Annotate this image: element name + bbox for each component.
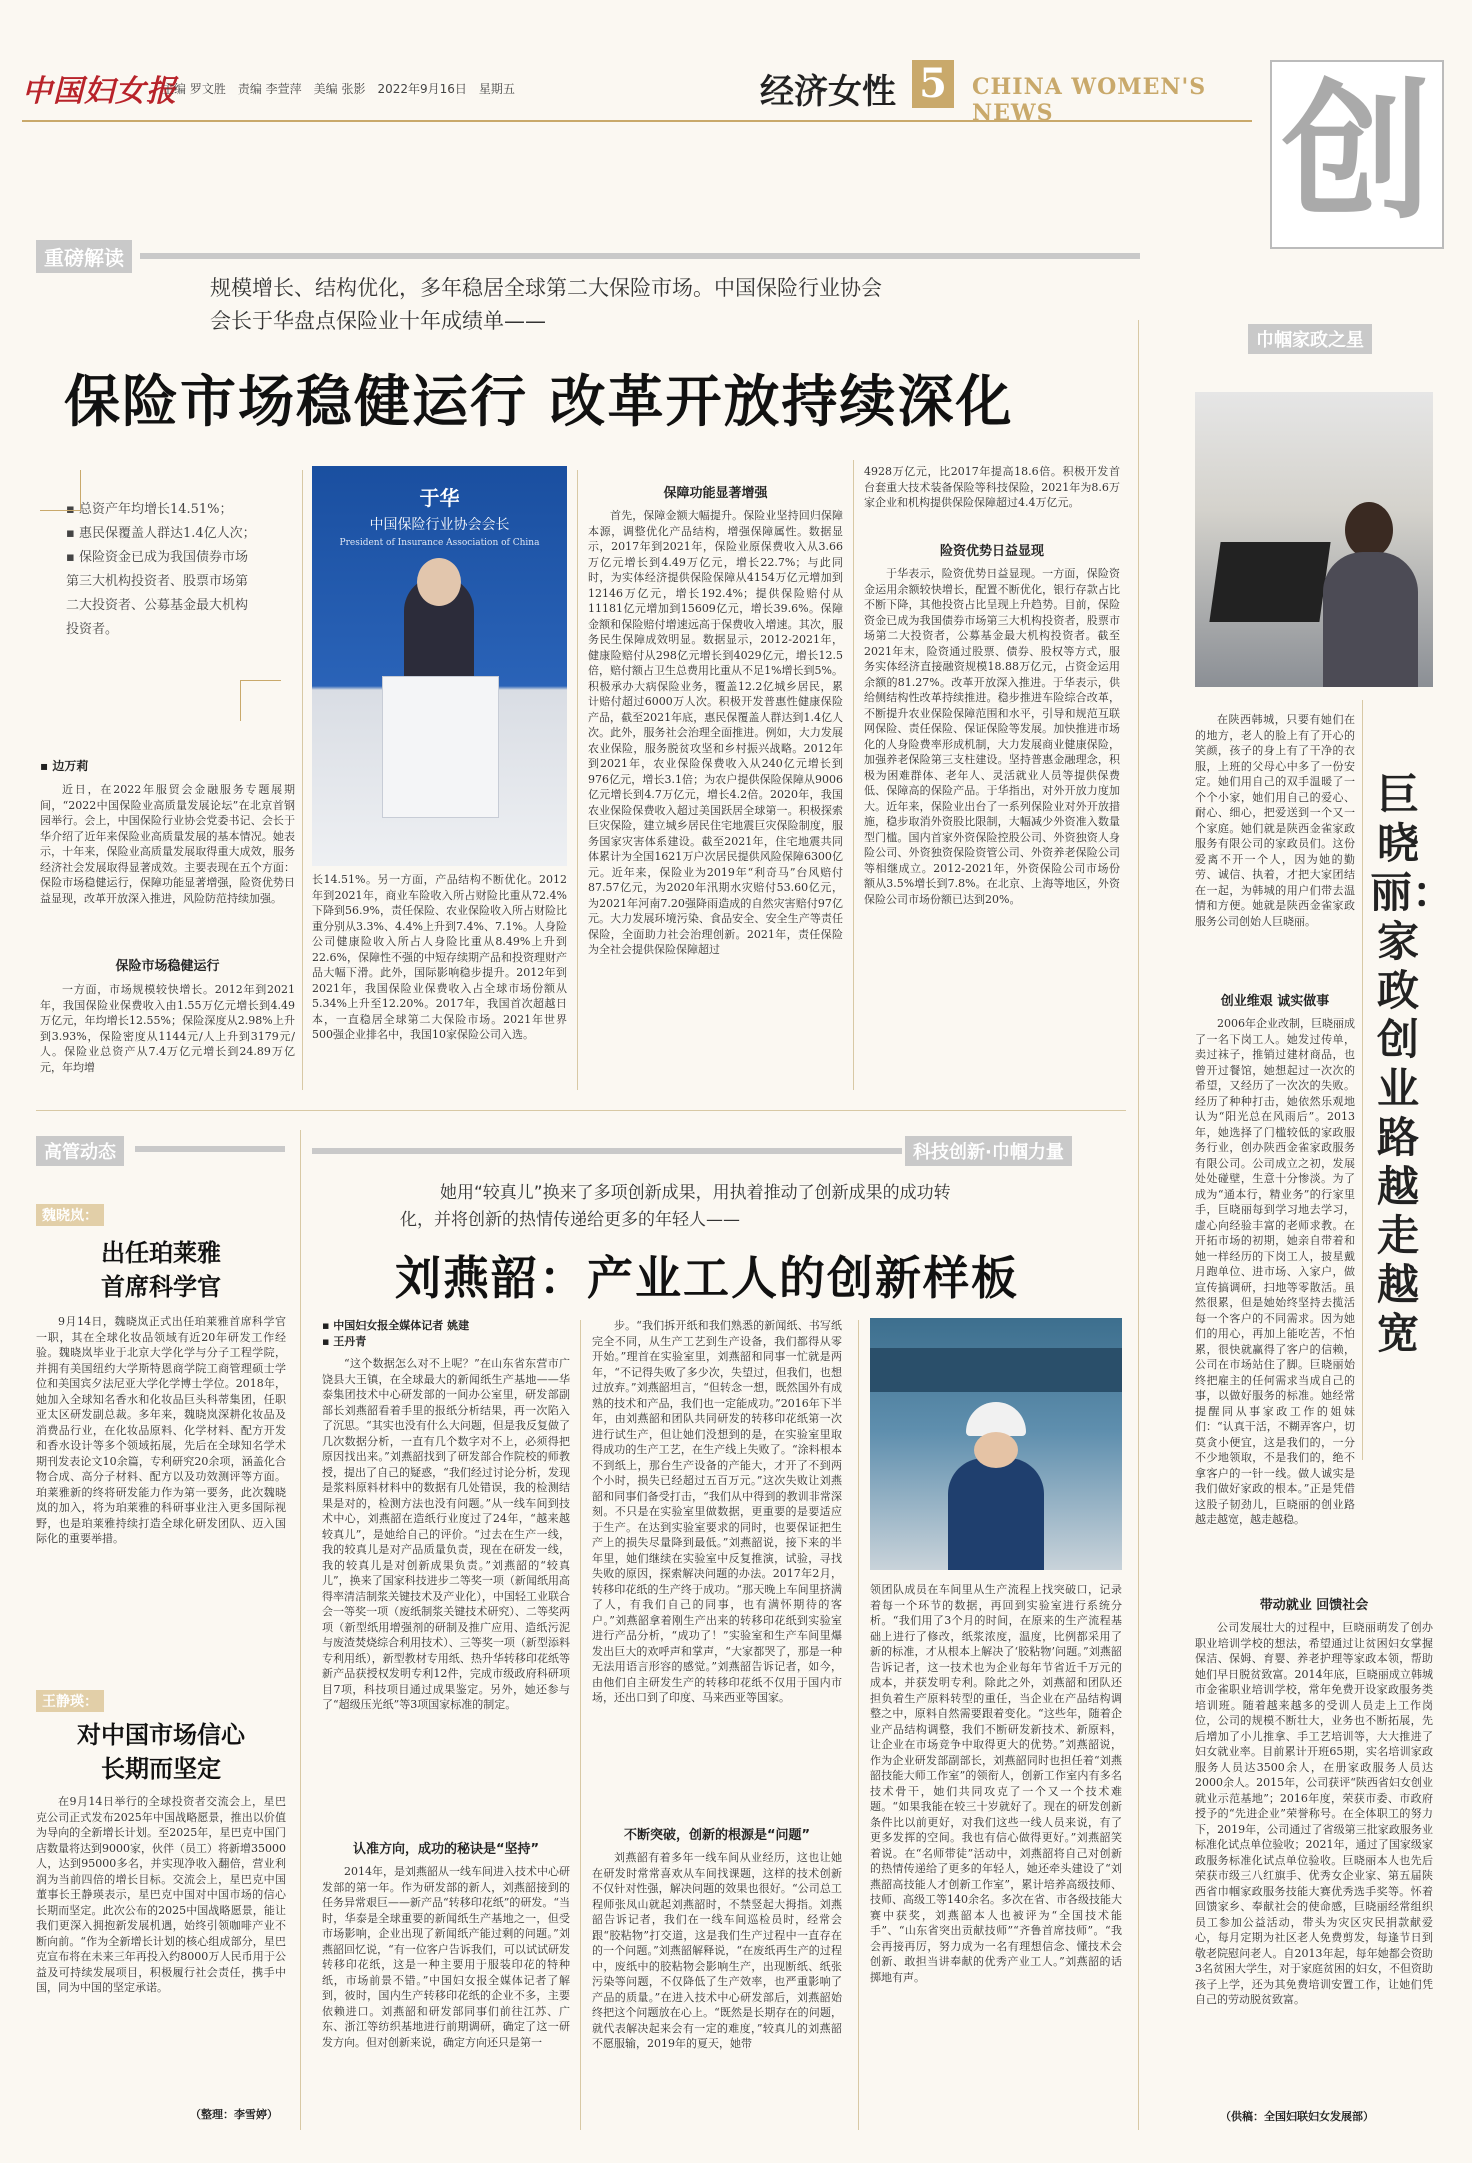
exec2-title-line2: 长期而坚定	[101, 1754, 221, 1783]
lead-divider-1	[302, 470, 303, 1090]
lead-byline: ▪ 边万莉	[40, 759, 89, 773]
execs-tag: 高管动态	[36, 1136, 124, 1166]
section-title: 经济女性	[760, 72, 896, 112]
execs-tag-rule	[135, 1146, 285, 1152]
highlight-1: ▪ 总资产年均增长14.51%；	[66, 502, 233, 517]
lead-divider-3	[853, 460, 854, 1090]
lead-subtitle	[210, 272, 1070, 338]
lead-tag-rule	[140, 253, 1140, 259]
highlight-2-text: 惠民保覆盖人群达1.4亿人次；	[78, 526, 256, 541]
ju-xiaoli-photo	[1195, 392, 1433, 687]
lead-divider-2	[577, 470, 578, 1090]
execs-divider	[300, 1130, 301, 2130]
feature-byline2: 王丹青	[333, 1335, 367, 1348]
lead-tag: 重磅解读	[36, 240, 132, 273]
highlights-cross-bottom	[240, 680, 281, 721]
exec2-title-line1: 对中国市场信心	[77, 1720, 245, 1749]
exec1-title	[36, 1236, 286, 1304]
lead-h-market: 保险市场稳健运行	[115, 959, 220, 974]
page-number: 5	[912, 60, 954, 108]
lead-title: 保险市场稳健运行 改革开放持续深化	[64, 369, 1014, 435]
feature-title: 刘燕韶：产业工人的创新样板	[395, 1251, 1019, 1305]
highlight-3-text: 保险资金已成为我国债券市场第三大机构投资者、股票市场第二大投资者、公募基金最大机构投资者。	[66, 550, 249, 637]
exec1-title-line2: 首席科学官	[101, 1272, 221, 1301]
exec2-title	[36, 1718, 286, 1786]
lead-subtitle-line1: 规模增长、结构优化，多年稳居全球第二大保险市场。中国保险行业协会	[210, 276, 882, 300]
sidebar-start-body: 2006年企业改制，巨晓丽成了一名下岗工人。她发过传单，卖过袜子，推销过建材商品，也曾开过餐馆，她想起过一次次的希望，又经历了一次次的失败。经历了种种打击，她依然乐观地认为“阳光总在风雨后”。2013年，她选择了门槛较低的家政服务行业，创办陕西金雀家政服务有限公司。公司成立之初，发展处处碰壁，生意十分惨淡。为了成为“通本行，精业务”的行家里手，巨晓丽每到学习地去学习，虚心向经验丰富的老师求教。在开拓市场的初期，她亲自带着和她一样经历的下岗工人，披星戴月跑单位、进市场、入家户，做宣传搞调研，扫地等零散活。虽然很累，但是她始终坚持去揽活每一个客户的不同需求。因为她们的用心，再加上能吃苦，不怕累，很快就赢得了客户的信赖，公司在市场站住了脚。巨晓丽始终把雇主的任何需求当成自己的事，以做好服务的标准。她经常提醒同从事家政工作的姐妹们：“认真干活，不糊弄客户，切莫贪小便宜，这是我们的，一分不少地领取，不是我们的，绝不拿客户的一针一线。做人诚实是我们做好家政的根本。”正是凭借这股子韧劲儿，巨晓丽的创业路越走越宽，越走越稳。	[1195, 1017, 1355, 1526]
sidebar-vertical-title: 巨晓丽：家政创业路越走越宽	[1370, 770, 1455, 1358]
lead-col1-body2: 一方面，市场规模较快增长。2012年到2021年，我国保险业保费收入由1.55万亿元增长到4.49万亿元，年均增长12.55%；保险深度从2.98%上升到3.93%，保险密度从1144元/人上升到3179元/人。保险业总资产从7.4万亿元增长到24.89万亿元，年均增	[40, 983, 295, 1074]
worker-body	[948, 1458, 1044, 1570]
person-body	[1323, 552, 1418, 687]
lead-col4-body2: 于华表示，险资优势日益显现。一方面，保险资金运用余额较快增长，配置不断优化，银行存款占比不断下降，其他投资占比呈现上升趋势。目前，保险资金已成为我国债券市场第三大机构投资者，股票市场第二大投资者，公募基金最大机构投资者。截至2021年末，险资通过股票、债券、股权等方式，服务实体经济直接融资规模18.88万亿元，占资金运用余额的81.27%。改革开放深入推进。于华表示，供给侧结构性改革持续推进。稳步推进车险综合改革，不断提升农业保险保障范围和水平，引导和规范互联网保险、责任保险、保证保险等发展。加快推进市场化的人身险费率形成机制，大力发展商业健康保险，加强养老保险第三支柱建设。坚持普惠金融理念，积极为困难群体、老年人、灵活就业人员等提供保费低、保障高的保险产品。于华指出，对外开放力度加大。近年来，保险业出台了一系列保险业对外开放措施，稳步取消外资股比限制，大幅减少外资准入数量型门槛。国内首家外资保险控股公司、外资独资人身险公司、外资独资保险资管公司、外资养老保险公司等相继成立。2012-2021年，外资保险公司市场份额从3.5%增长到7.8%。在北京、上海等地区，外资保险公司市场份额已达到20%。	[864, 567, 1120, 906]
sidebar-source: （供稿：全国妇联妇女发展部）	[1220, 2110, 1374, 2123]
sidebar-h-employ: 带动就业 回馈社会	[1259, 1598, 1369, 1613]
worker-helmet	[966, 1402, 1026, 1436]
lead-h-advantage: 险资优势日益显现	[939, 544, 1044, 559]
feature-subtitle-line1: 她用“较真儿”换来了多项创新成果，用执着推动了创新成果的成功转	[440, 1183, 951, 1203]
sidebar-intro: 在陕西韩城，只要有她们在的地方，老人的脸上有了开心的笑颜，孩子的身上有了干净的衣服，上班的父母心中多了一份安定。她们用自己的双手温暖了一个个小家，她们用自己的爱心、耐心、细心，把爱送到一个又一个家庭。她们就是陕西金雀家政服务有限公司的家政员们。这份爱离不开一个人，因为她的勤劳、诚信、执着，才把大家团结在一起，为韩城的用户们带去温情和方便。她就是陕西金雀家政服务公司创始人巨晓丽。	[1195, 713, 1355, 928]
feature-col3-body: 领团队成员在车间里从生产流程上找突破口，记录着每一个环节的数据，再回到实验室进行系统分析。“我们用了3个月的时间，在原来的生产流程基础上进行了修改，纸浆浓度，温度，比例都采用了新的标准，才从根本上解决了‘胶粘物’问题。”刘燕韶告诉记者，这一技术也为企业每年节省近千万元的成本，并获发明专利。除此之外，刘燕韶和团队还担负着生产原料转型的重任，当企业在产品结构调整之中，原料自然需要跟着变化。“这些年，随着企业产品结构调整，我们不断研发新技术、新原料，让企业在市场竞争中取得更大的优势。”刘燕韶说，作为企业研发部副部长，刘燕韶同时也担任着“刘燕韶技能大师工作室”的领衔人，创新工作室内有多名技术骨干，她们共同攻克了一个又一个技术难题。“如果我能在较三十岁就好了。现在的研发创新条件比以前更好，对我们这些一线人员来说，有了更多发挥的空间。我也有信心做得更好。”刘燕韶笑着说。在“名师带徒”活动中，刘燕韶将自己对创新的热情传递给了更多的年轻人，她还牵头建设了“刘燕韶高技能人才创新工作室”，累计培养高级技师、技师、高级工等140余名。多次在省、市各级技能大赛中获奖，刘燕韶本人也被评为“全国技术能手”、“山东省突出贡献技师”“齐鲁首席技师”。“我会再接再厉，努力成为一名有理想信念、懂技术会创新、敢担当讲奉献的优秀产业工人。”刘燕韶的话掷地有声。	[870, 1583, 1122, 1984]
vertical-title-rule	[1362, 700, 1363, 1460]
highlight-2: ▪ 惠民保覆盖人群达1.4亿人次；	[66, 526, 256, 541]
feature-tag: 科技创新·巾帼力量	[905, 1136, 1072, 1166]
masthead	[22, 60, 1282, 126]
newspaper-logo: 中国妇女报	[22, 74, 177, 109]
feature-subtitle	[400, 1180, 1120, 1234]
photo-title: 中国保险行业协会会长	[369, 517, 510, 533]
masthead-rule	[22, 120, 1252, 122]
feature-col2-body: 步。“我们拆开纸和我们熟悉的新闻纸、书写纸完全不同，从生产工艺到生产设备，我们都得从零开始。”理首在实验室里，刘燕韶和同事一忙就是两年，“不记得失败了多少次，失望过，但我们，也想过放弃。”刘燕韶坦言，“但转念一想，既然国外有成熟的技术和产品，我们也一定能成功。”2016年下半年，由刘燕韶和团队共同研发的转移印花纸第一次进行试生产，但让她们没想到的是，在实验室里取得成功的生产工艺，在生产线上失败了。“涂料根本不到纸上，那台生产设备的产能大，才开了不到两个小时，损失已经超过五百万元。”这次失败让刘燕韶和同事们备受打击，“我们从中得到的教训非常深刻。不只是在实验室里做数据，更重要的是要适应于生产。在达到实验室要求的同时，也要保证把生产上的损失尽量降到最低。”刘燕韶说，接下来的半年里，她们继续在实验室中反复推演，试验，寻找失败的原因，探索解决问题的办法。2017年2月，转移印花纸的生产终于成功。“那天晚上车间里挤满了人，有我们自己的同事，也有满怀期待的客户。”刘燕韶拿着刚生产出来的转移印花纸到实验室进行产品分析，“成功了！”实验室和生产车间里爆发出巨大的欢呼声和掌声，“大家都哭了，那是一种无法用语言形容的感觉。”刘燕韶告诉记者，如今，由他们自主研发生产的转移印花纸不仅用于国内市场，还出口到了印度、马来西亚等国家。	[592, 1319, 842, 1704]
highlight-3: ▪ 保险资金已成为我国债券市场第三大机构投资者、股票市场第二大投资者、公募基金最大机构投资者。	[66, 550, 249, 637]
machine-roller	[870, 1348, 1122, 1392]
feature-col1-body: “这个数据怎么对不上呢？”在山东省东营市广饶县大王镇，在全球最大的新闻纸生产基地——华泰集团技术中心研发部的一间办公室里，研发部副部长刘燕韶看着手里的报纸分析结果，再一次陷入了沉思。“其实也没有什么大问题，但是我反复做了几次数据分析，一直有几个数字对不上，必须得把原因找出来。”刘燕韶找到了研发部合作院校的师教授，提出了自己的疑惑，“我们经过讨论分析，发现是浆料原料材料中的数据有几处错误，我的检测结果是对的，检测方法也没有问题。”从一线车间到技术中心，刘燕韶在造纸行业度过了24年，“越来越较真儿”，是她给自己的评价。“过去在生产一线，我的较真儿是对产品质量负责，现在在研发一线，我的较真儿是对创新成果负责。”刘燕韶的“较真儿”，换来了国家科技进步二等奖一项（新闻纸用高得率清洁制浆关键技术及产业化），中国轻工业联合会一等奖一项（废纸制浆关键技术研究）、二等奖两项（新型纸用增强剂的研制及推广应用、造纸污泥与废渣焚烧综合利用技术）、三等奖一项（新型添料专利用纸），新型教材专用纸、热升华转移印花纸等新产品获授权发明专利12件，完成市级政府科研项目7项，科技项目通过成果鉴定。另外，她还参与了“超级压光纸”等3项国家标准的制定。	[322, 1357, 570, 1711]
feature-byline: ▪ 中国妇女报全媒体记者 姚建 ▪ 王丹青	[322, 1319, 470, 1348]
lead-byline-text: 边万莉	[52, 759, 89, 773]
english-masthead: CHINA WOMEN'S NEWS	[972, 74, 1207, 126]
feature-divider-2	[858, 1320, 859, 2130]
liu-yanshao-photo	[870, 1318, 1122, 1570]
podium	[382, 676, 499, 818]
sidebar-tag: 巾帼家政之星	[1248, 324, 1372, 354]
laptop	[1209, 542, 1330, 622]
feature-byline1: 中国妇女报全媒体记者 姚建	[333, 1319, 470, 1332]
highlights-cross-top	[40, 470, 81, 511]
feature-h-motive: 不断突破，创新的根源是“问题”	[623, 1828, 811, 1843]
worker-face	[974, 1432, 1018, 1468]
feature-col2-body2: 刘燕韶有着多年一线车间从业经历，这也让她在研发时常常喜欢从车间找课题，这样的技术创新不仅针对性强，解决问题的效果也很好。“公司总工程师张凤山就起刘燕韶时，不禁竖起大拇指。刘燕韶告诉记者，我们在一线车间巡检员时，经常会跟“胶粘物”打交道，这是我们生产过程中一直存在的一个问题。”刘燕韶解释说，“在废纸再生产的过程中，废纸中的胶粘物会影响生产，出现断纸、纸张污染等问题，不仅降低了生产效率，也严重影响了产品的质量。”在进入技术中心研发部后，刘燕韶始终把这个问题放在心上。“既然是长期存在的问题，就代表解决起来会有一定的难度，”较真儿的刘燕韶不愿服输，2019年的夏天，她带	[592, 1851, 842, 2050]
editor-credits: 主编 罗文胜 责编 李萱萍 美编 张影 2022年9月16日 星期五	[162, 82, 515, 96]
feature-h-secret: 认准方向，成功的秘诀是“坚持”	[352, 1842, 540, 1857]
sidebar-h-start: 创业维艰 诚实做事	[1220, 994, 1330, 1009]
photo-name: 于华	[419, 486, 460, 510]
big-chuang-char	[1270, 60, 1444, 249]
lead-col1-body: 近日，在2022年服贸会金融服务专题展期间，“2022中国保险业高质量发展论坛”在北京首钢园举行。会上，中国保险行业协会党委书记、会长于华介绍了近年来保险业高质量发展的基本情况。她表示，十年来，保险业高质量发展取得重大成效，服务经济社会发展取得显著成效。主要表现在五个方面：保险市场稳健运行，保障功能显著增强，险资优势日益显现，改革开放深入推进，风险防范持续加强。	[40, 783, 295, 905]
lead-subtitle-line2: 会长于华盘点保险业十年成绩单——	[210, 309, 546, 333]
highlight-1-text: 总资产年均增长14.51%；	[78, 502, 233, 517]
exec1-title-line1: 出任珀莱雅	[101, 1238, 221, 1267]
big-char-text: 创	[1281, 64, 1432, 240]
exec1-body: 9月14日，魏晓岚正式出任珀莱雅首席科学官一职，其在全球化妆品领域有近20年研发工作经验。魏晓岚毕业于北京大学化学与分子工程学院，并拥有美国纽约大学斯特恩商学院工商管理硕士学位和美国宾夕法尼亚大学化学博士学位。2018年，她加入全球知名香水和化妆品巨头科蒂集团，任职亚太区研发副总裁。多年来，魏晓岚深耕化妆品及消费品行业，在化妆品原料、化学材料、配方开发和香水设计等多个领域拓展，先后在全球知名学术期刊发表论文10余篇，专利研究20余项，涵盖化合物合成、高分子材料、配方以及功效测评等方面。珀莱雅新的终将研发能力作为第一要务，此次魏晓岚的加入，将为珀莱雅的科研事业注入更多国际视野，也是珀莱雅持续打造全球化研发团队、迈入国际化的重要举措。	[36, 1315, 286, 1545]
lead-highlights	[66, 498, 256, 642]
lead-col2-body: 长14.51%。另一方面，产品结构不断优化。2012年到2021年，商业车险收入所占财险比重从72.4%下降到56.9%，责任保险、农业保险收入所占财险比重分别从3.3%、4.4%上升到7.4%、7.1%。人身险公司健康险收入所占人身险比重从8.49%上升到22.6%，保障性不强的中短存续期产品和投资理财产品大幅下滑。此外，国际影响稳步提升。2012年到2021年，我国保险业保费收入占全球市场份额从5.34%上升至12.20%。2017年，我国首次超越日本，一直稳居全球第二大保险市场。2021年世界500强企业排名中，我国10家保险公司入选。	[312, 873, 567, 1041]
person-head	[1345, 502, 1393, 558]
sidebar-divider	[1138, 320, 1139, 2130]
feature-tag-rule	[312, 1148, 902, 1154]
execs-source: （整理：李雪婷）	[190, 2108, 278, 2121]
speaker-head	[417, 558, 461, 606]
sidebar-employ-body: 公司发展壮大的过程中，巨晓丽萌发了创办职业培训学校的想法，希望通过让贫困妇女掌握保洁、保姆、育婴、养老护理等家政本领，帮助她们早日脱贫致富。2014年底，巨晓丽成立韩城市金雀职业培训学校，常年免费开设家政服务类培训班。随着越来越多的受训人员走上工作岗位，公司的规模不断壮大，业务也不断拓展，先后增加了小儿推拿、手工艺培训等，大大推进了妇女就业率。目前累计开班65期，实名培训家政服务人员达3500余人，在册家政服务人员达2000余人。2015年，公司获评“陕西省妇女创业就业示范基地”；2016年度，荣获市委、市政府授予的“先进企业”荣誉称号。在全体职工的努力下，2019年，公司通过了省级第三批家政服务业标准化试点单位验收；2021年，通过了国家级家政服务标准化试点单位验收。巨晓丽本人也先后荣获市级三八红旗手、优秀女企业家、第五届陕西省巾帼家政服务技能大赛优秀选手奖等。怀着回馈家乡、奉献社会的使命感，巨晓丽经常组织员工参加公益活动，带头为灾区灾民捐款献爱心，每月定期为社区老人免费剪发，每逢节日到敬老院慰问老人。自2013年起，每年她都会资助3名贫困大学生，对于家庭贫困的妇女，不但资助孩子上学，还为其免费培训安置工作，让她们凭自己的劳动脱贫致富。	[1195, 1621, 1433, 2006]
feature-col1-body2: 2014年，是刘燕韶从一线车间进入技术中心研发部的第一年。作为研发部的新人，刘燕韶接到的任务异常艰巨——新产品“转移印花纸”的研发。“当时，华泰是全球重要的新闻纸生产基地之一，但受市场影响，企业出现了新闻纸产能过剩的问题。”刘燕韶回忆说，“有一位客户告诉我们，可以试试研发转移印花纸，这是一种主要用于服装印花的特种纸，市场前景不错。”中国妇女报全媒体记者了解到，彼时，国内生产转移印花纸的企业不多，主要依赖进口。刘燕韶和研发部同事们前往江苏、广东、浙江等纺织基地进行前期调研，确定了这一研发方向。但对创新来说，确定方向还只是第一	[322, 1865, 570, 2049]
exec1-name: 魏晓岚：	[36, 1204, 104, 1226]
lead-col4-body: 4928万亿元，比2017年提高18.6倍。积极开发首台套重大技术装备保险等科技保险，2021年为8.6万家企业和机构提供保险保障超过4.4万亿元。	[864, 465, 1120, 509]
lead-h-guarantee: 保障功能显著增强	[663, 486, 768, 501]
lower-section-rule	[36, 1110, 1126, 1111]
exec2-body: 在9月14日举行的全球投资者交流会上，星巴克公司正式发布2025年中国战略愿景，推出以价值为导向的全新增长计划。至2025年，星巴克中国门店数量将达到9000家，伙伴（员工）将新增35000人，达到95000多名，并实现净收入翻倍，营业利润为当前四倍的增长目标。交流会上，星巴克中国董事长王静瑛表示，星巴克中国对中国市场的信心长期而坚定。此次公布的2025中国战略愿景，能让我们更深入拥抱新发展机遇，始终引领咖啡产业不断向前。“作为全新增长计划的核心组成部分，星巴克宣布将在未来三年再投入约8000万人民币用于公益及可持续发展项目，积极履行社会责任，携手中国，同为中国的坚定承诺。	[36, 1795, 286, 1994]
feature-divider-1	[580, 1320, 581, 2130]
feature-subtitle-line2: 化，并将创新的热情传递给更多的年轻人——	[400, 1210, 740, 1230]
yu-hua-photo	[312, 466, 567, 866]
photo-title-en: President of Insurance Association of China	[339, 538, 540, 548]
lead-col3-body: 首先，保障金额大幅提升。保险业坚持回归保障本源，调整优化产品结构，增强保障属性。数据显示，2017年到2021年，保险业原保费收入从3.66万亿元增长到4.49万亿元，增长22.7%；与此同时，为实体经济提供保险保障从4154万亿元增加到12146万亿元，增长192.4%；提供保险赔付从11181亿元增加到15609亿元，增长39.6%。保障金额和保险赔付增速远高于保费收入增速。其次，服务民生保障成效明显。数据显示，2012-2021年，健康险赔付从298亿元增长到4029亿元，增长12.5倍，赔付额占卫生总费用比重从不足1%增长到5%。积极承办大病保险业务，覆盖12.2亿城乡居民，累计赔付超过6000万人次。积极开发普惠性健康保险产品，截至2021年底，惠民保覆盖人群达到1.4亿人次。此外，服务社会治理全面推进。例如，大力发展农业保险，服务脱贫攻坚和乡村振兴战略。2012年到2021年，农业保险保费收入从240亿元增长到976亿元，增长3.1倍；为农户提供保险保障从9006亿元增长到4.7万亿元，增长4.2倍。2020年，我国农业保险保费收入超过美国跃居全球第一。积极探索巨灾保险，建立城乡居民住宅地震巨灾保险制度，服务国家灾害体系建设。截至2021年，住宅地震共同体累计为全国1621万户次居民提供风险保障6300亿元。近年来，保险业为2019年“利奇马”台风赔付87.57亿元，为2020年汛期水灾赔付53.60亿元，为2021年河南7.20强降雨造成的自然灾害赔付97亿元。大力发展环境污染、食品安全、安全生产等责任保险，全面助力社会治理创新。2021年，责任保险为全社会提供保险保障超过	[588, 509, 843, 956]
exec2-name: 王静瑛：	[36, 1690, 104, 1712]
